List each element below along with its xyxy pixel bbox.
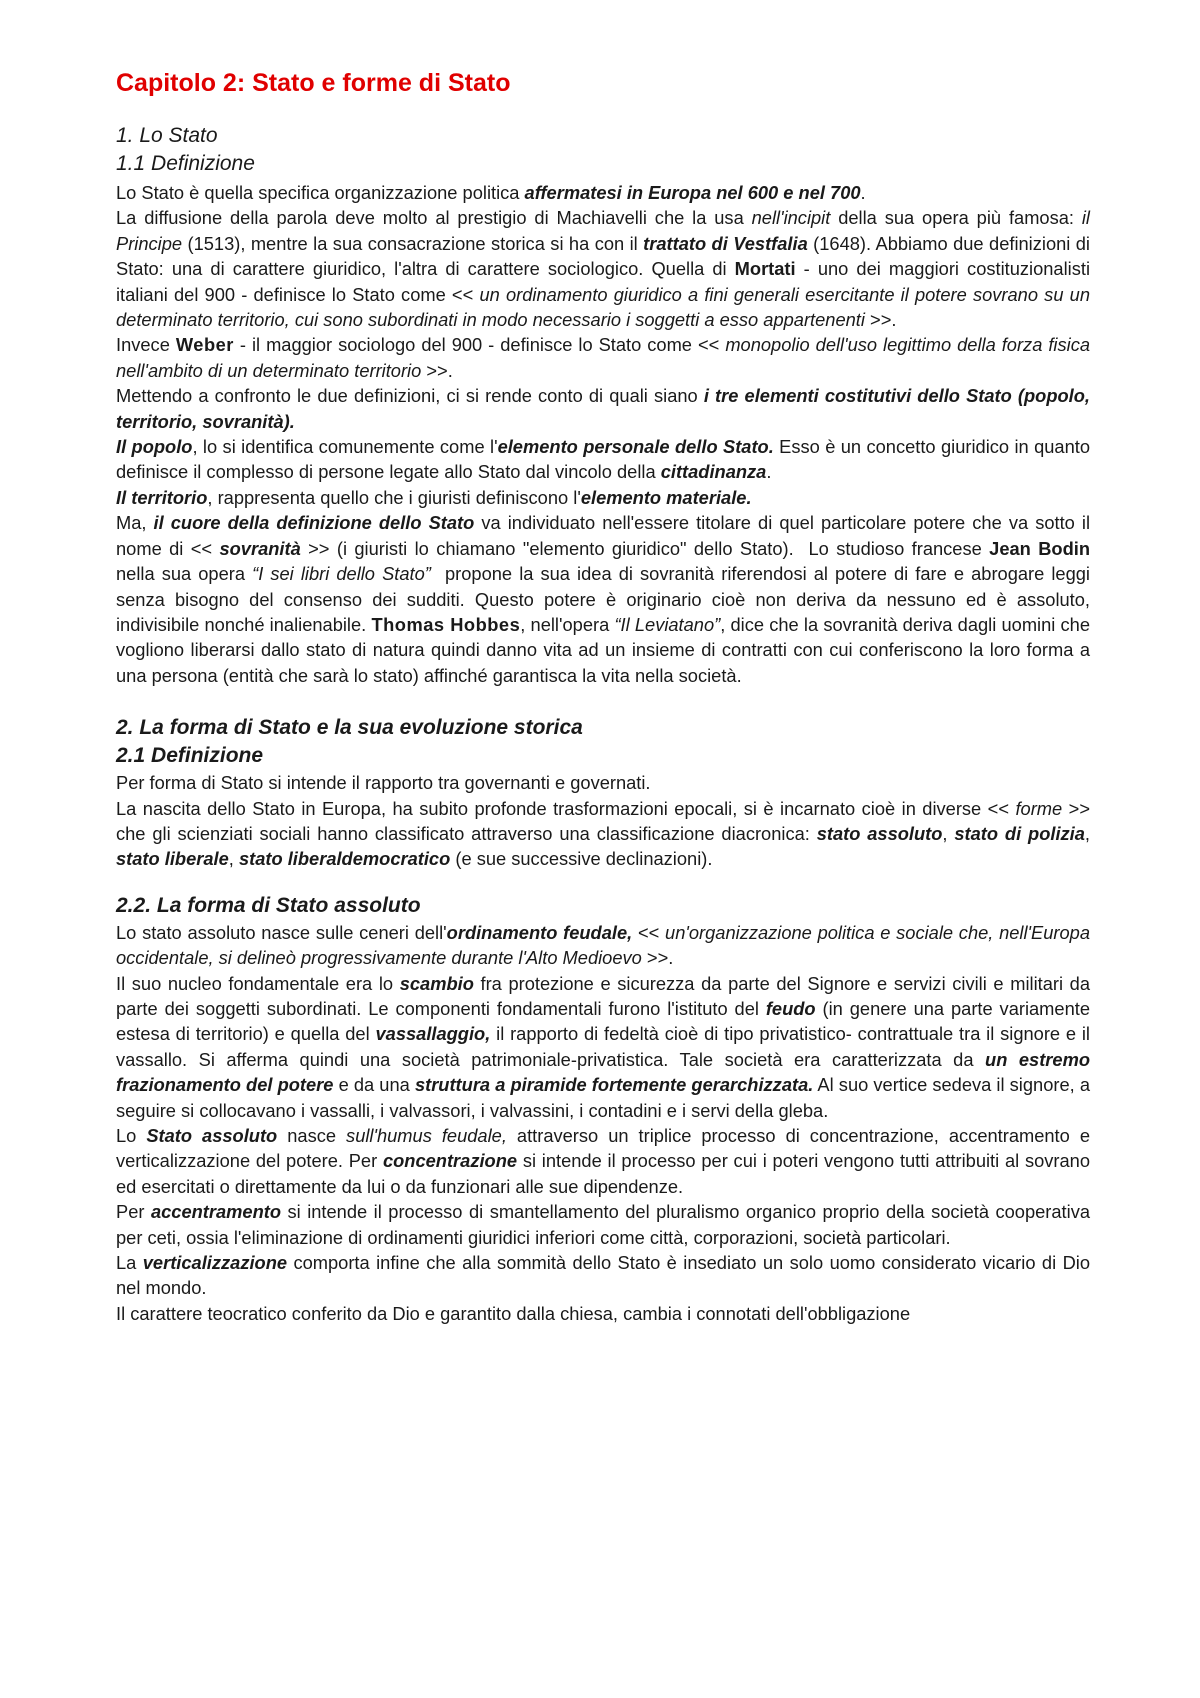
section-heading-stato-assoluto: 2.2. La forma di Stato assoluto <box>116 893 421 917</box>
chapter-title: Capitolo 2: Stato e forme di Stato <box>116 69 511 97</box>
subsection-heading-definizione-2: 2.1 Definizione <box>116 744 264 768</box>
paragraph: La nascita dello Stato in Europa, ha subito profonde trasformazioni epocali, si è incarnato cioè in diverse << forme >> che gli scienziati sociali hanno classificato attraverso una classificazione diacronica: stato assoluto, stato di polizia, stato liberale, stato liberaldemocratico (e sue successive declinazioni). <box>116 797 1090 870</box>
paragraph: Lo stato assoluto nasce sulle ceneri dell'ordinamento feudale, << un'organizzazione politica e sociale che, nell'Europa occidentale, si delineò progressivamente durante l'Alto Medioevo >>. <box>116 921 1090 969</box>
paragraph: Per accentramento si intende il processo di smantellamento del pluralismo organico proprio della società cooperativa per ceti, ossia l'eliminazione di ordinamenti giuridici inferiori come città, corporazioni, società particolari. <box>116 1201 1090 1248</box>
section-heading-forma-di-stato: 2. La forma di Stato e la sua evoluzione storica <box>116 716 583 740</box>
paragraph: Mettendo a confronto le due definizioni, ci si rende conto di quali siano i tre elementi costitutivi dello Stato (popolo, territorio, sovranità). <box>116 385 1090 432</box>
paragraph: Il suo nucleo fondamentale era lo scambio fra protezione e sicurezza da parte del Signore e servizi civili e militari da parte dei soggetti subordinati. Le componenti fondamentali furono l'istituto del feudo (in genere una parte variamente estesa di territorio) e quella del vassallaggio, il rapporto di fedeltà cioè di tipo privatistico- contrattuale tra il signore e il vassallo. Si afferma quindi una società patrimoniale-privatistica. Tale società era caratterizzata da un estremo frazionamento del potere e da una struttura a piramide fortemente gerarchizzata. Al suo vertice sedeva il signore, a seguire si collocavano i vassalli, i valvassori, i valvassini, i contadini e i servi della gleba. <box>116 972 1090 1121</box>
document-page <box>116 68 1090 1326</box>
paragraph: Lo Stato assoluto nasce sull'humus feudale, attraverso un triplice processo di concentrazione, accentramento e verticalizzazione del potere. Per concentrazione si intende il processo per cui i poteri vengono tutti attribuiti al sovrano ed esercitati o direttamente da lui o da funzionari alle sue dipendenze. <box>116 1125 1090 1197</box>
paragraph: Invece Weber - il maggior sociologo del 900 - definisce lo Stato come << monopolio dell'uso legittimo della forza fisica nell'ambito di un determinato territorio >>. <box>116 334 1090 381</box>
paragraph: Il popolo, lo si identifica comunemente come l'elemento personale dello Stato. Esso è un concetto giuridico in quanto definisce il complesso di persone legate allo Stato dal vincolo della cittadinanza. <box>116 436 1090 483</box>
paragraph: Ma, il cuore della definizione dello Stato va individuato nell'essere titolare di quel particolare potere che va sotto il nome di << sovranità >> (i giuristi lo chiamano "elemento giuridico" dello Stato). Lo studioso francese Jean Bodin nella sua opera “I sei libri dello Stato” propone la sua idea di sovranità riferendosi al potere di fare e abrogare leggi senza bisogno del consenso dei sudditi. Questo potere è originario cioè non deriva da nessuno ed è assoluto, indivisibile nonché inalienabile. Thomas Hobbes, nell'opera “Il Leviatano”, dice che la sovranità deriva dagli uomini che vogliono liberarsi dallo stato di natura quindi danno vita ad un insieme di contratti con cui conferiscono la loro forma a una persona (entità che sarà lo stato) affinché garantisca la vita nella società. <box>116 512 1091 686</box>
subsection-heading-definizione: 1.1 Definizione <box>116 152 255 175</box>
paragraph: La verticalizzazione comporta infine che alla sommità dello Stato è insediato un solo uomo considerato vicario di Dio nel mondo. <box>116 1252 1090 1299</box>
paragraph: La diffusione della parola deve molto al prestigio di Machiavelli che la usa nell'incipit della sua opera più famosa: il Principe (1513), mentre la sua consacrazione storica si ha con il trattato di Vestfalia (1648). Abbiamo due definizioni di Stato: una di carattere giuridico, l'altra di carattere sociologico. Quella di Mortati - uno dei maggiori costituzionalisti italiani del 900 - definisce lo Stato come << un ordinamento giuridico a fini generali esercitante il potere sovrano su un determinato territorio, cui sono subordinati in modo necessario i soggetti a esso appartenenti >>. <box>116 207 1091 331</box>
paragraph: Il carattere teocratico conferito da Dio e garantito dalla chiesa, cambia i connotati dell'obbligazione <box>116 1302 911 1324</box>
paragraph: Lo Stato è quella specifica organizzazione politica affermatesi in Europa nel 600 e nel 700. <box>116 182 866 203</box>
section-heading-lo-stato: 1. Lo Stato <box>116 124 218 147</box>
paragraph: Il territorio, rappresenta quello che i giuristi definiscono l'elemento materiale. <box>116 486 752 508</box>
paragraph: Per forma di Stato si intende il rapporto tra governanti e governati. <box>116 772 651 794</box>
